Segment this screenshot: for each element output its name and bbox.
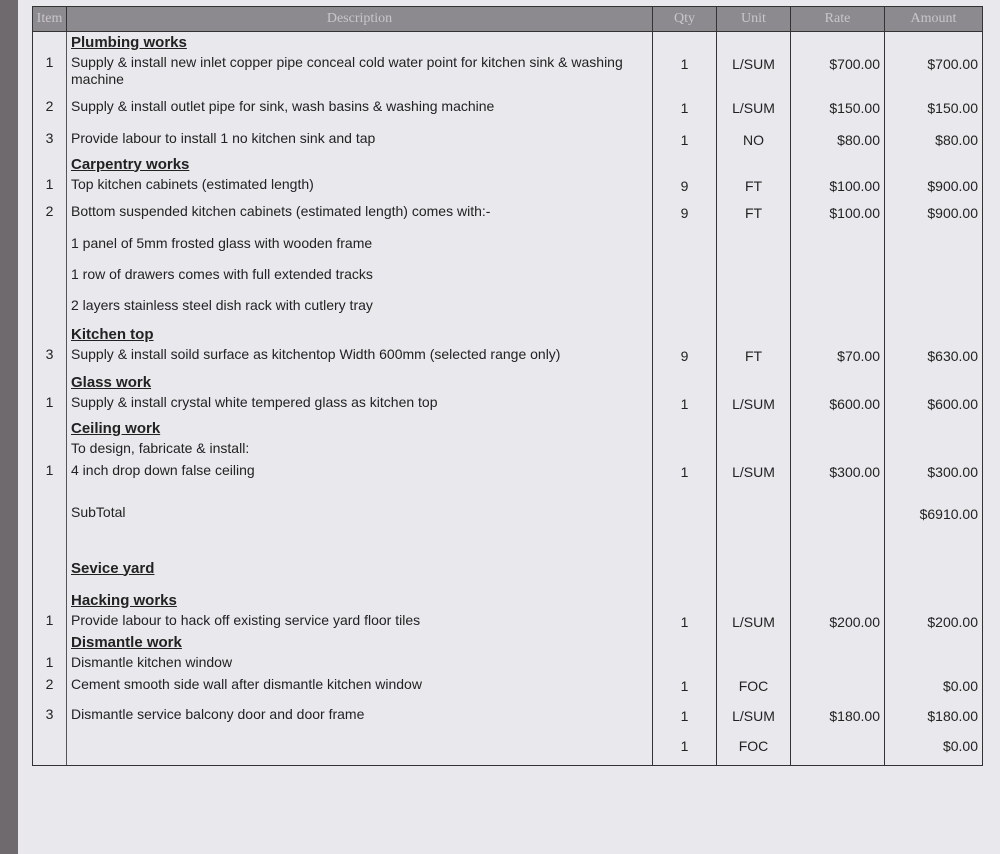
- qty-value-cell: [653, 32, 717, 94]
- item-number-cell: [33, 293, 67, 324]
- quotation-sheet: [18, 0, 1000, 854]
- item-number: 2: [45, 202, 54, 219]
- unit-value: [721, 231, 786, 237]
- description-text: 1 row of drawers comes with full extended tracks: [71, 265, 373, 282]
- qty-value-cell: [653, 262, 717, 293]
- description-cell: [67, 558, 653, 590]
- section-heading: Hacking works: [71, 591, 177, 609]
- table-header-row: [33, 7, 983, 32]
- rate-value-cell: [791, 231, 885, 262]
- section-heading: Dismantle work: [71, 633, 182, 651]
- rate-value: [795, 418, 880, 442]
- item-number: [37, 231, 62, 235]
- item-number-cell: [33, 32, 67, 94]
- amount-value-cell: [885, 418, 983, 458]
- description-text: 4 inch drop down false ceiling: [71, 461, 255, 478]
- unit-value-cell: [717, 732, 791, 766]
- rate-value-cell: [791, 324, 885, 372]
- qty-value: 1: [680, 737, 689, 754]
- amount-value: [889, 231, 978, 237]
- amount-value-cell: [885, 94, 983, 126]
- qty-value: 9: [680, 204, 689, 221]
- qty-value-cell: [653, 372, 717, 418]
- description-text: Supply & install new inlet copper pipe conceal cold water point for kitchen sink & washing machine: [71, 54, 623, 87]
- item-number: 3: [45, 345, 54, 362]
- item-number: 2: [45, 97, 54, 114]
- rate-value: [795, 672, 880, 678]
- table-row: [33, 126, 983, 154]
- qty-value: 1: [680, 131, 689, 148]
- rate-value-cell: [791, 732, 885, 766]
- item-number-cell: [33, 231, 67, 262]
- quotation-table: [32, 6, 983, 766]
- unit-value-cell: [717, 262, 791, 293]
- amount-value-cell: [885, 262, 983, 293]
- amount-value: $0.00: [942, 737, 978, 754]
- rate-value: $700.00: [829, 56, 880, 72]
- qty-value: [657, 293, 712, 299]
- unit-value-cell: [717, 500, 791, 558]
- description-cell: [67, 293, 653, 324]
- qty-value-cell: [653, 154, 717, 199]
- amount-value-cell: [885, 324, 983, 372]
- item-number-cell: [33, 458, 67, 500]
- qty-value-cell: [653, 590, 717, 632]
- item-number-cell: [33, 94, 67, 126]
- description-cell: [67, 632, 653, 672]
- rate-value-cell: [791, 126, 885, 154]
- section-heading: Carpentry works: [71, 155, 190, 173]
- qty-value-cell: [653, 632, 717, 672]
- item-number: 1: [45, 393, 54, 410]
- amount-value-cell: [885, 500, 983, 558]
- rate-value: $300.00: [829, 463, 880, 480]
- item-number-cell: [33, 500, 67, 558]
- rate-value: $180.00: [829, 707, 880, 724]
- rate-value: [795, 293, 880, 299]
- rate-value: [795, 500, 880, 506]
- unit-value: L/SUM: [732, 613, 775, 630]
- section-heading: Kitchen top: [71, 325, 154, 343]
- item-number: [37, 262, 62, 266]
- qty-value: 9: [680, 177, 689, 194]
- item-number: [37, 418, 62, 440]
- description-cell: [67, 458, 653, 500]
- qty-value-cell: [653, 418, 717, 458]
- unit-value-cell: [717, 418, 791, 458]
- rate-value-cell: [791, 702, 885, 732]
- description-cell: [67, 324, 653, 372]
- table-row: [33, 418, 983, 458]
- qty-value-cell: [653, 702, 717, 732]
- rate-value-cell: [791, 154, 885, 199]
- rate-value: $600.00: [829, 395, 880, 412]
- qty-value-cell: [653, 458, 717, 500]
- description-text: [71, 578, 648, 580]
- unit-value: FT: [744, 347, 763, 364]
- qty-value: 1: [680, 463, 689, 480]
- rate-value-cell: [791, 372, 885, 418]
- item-number-cell: [33, 154, 67, 199]
- description-text: [71, 732, 648, 736]
- unit-value: [721, 262, 786, 268]
- qty-value: [657, 231, 712, 237]
- item-number-cell: [33, 372, 67, 418]
- item-number-cell: [33, 262, 67, 293]
- table-row: [33, 324, 983, 372]
- unit-value-cell: [717, 632, 791, 672]
- table-row: [33, 94, 983, 126]
- item-number-cell: [33, 558, 67, 590]
- qty-value-cell: [653, 558, 717, 590]
- rate-value: $200.00: [829, 613, 880, 630]
- qty-value-cell: [653, 293, 717, 324]
- description-text: 1 panel of 5mm frosted glass with wooden frame: [71, 234, 373, 251]
- item-number-cell: [33, 418, 67, 458]
- qty-value: 1: [680, 677, 689, 694]
- description-cell: [67, 231, 653, 262]
- item-number-cell: [33, 324, 67, 372]
- amount-value-cell: [885, 154, 983, 199]
- description-cell: [67, 262, 653, 293]
- description-cell: [67, 590, 653, 632]
- description-text: Supply & install crystal white tempered glass as kitchen top: [71, 393, 438, 410]
- amount-value: $900.00: [927, 177, 978, 194]
- amount-value: [889, 418, 978, 442]
- amount-value: $0.00: [942, 677, 978, 694]
- header-unit: Unit: [717, 7, 791, 32]
- amount-value-cell: [885, 293, 983, 324]
- unit-value-cell: [717, 324, 791, 372]
- amount-value: $180.00: [927, 707, 978, 724]
- amount-value-cell: [885, 199, 983, 231]
- item-number: [37, 732, 62, 736]
- amount-value: $200.00: [927, 613, 978, 630]
- unit-value-cell: [717, 32, 791, 94]
- description-text: To design, fabricate & install:: [71, 439, 250, 456]
- qty-value: [657, 418, 712, 442]
- amount-value: $80.00: [935, 131, 978, 148]
- unit-value-cell: [717, 672, 791, 702]
- unit-value: L/SUM: [732, 99, 775, 116]
- description-text: Supply & install outlet pipe for sink, wash basins & washing machine: [71, 97, 495, 114]
- qty-value: 9: [680, 347, 689, 364]
- description-cell: [67, 199, 653, 231]
- unit-value: [721, 500, 786, 506]
- description-cell: [67, 672, 653, 702]
- amount-value: $600.00: [927, 395, 978, 412]
- item-number-cell: [33, 702, 67, 732]
- qty-value-cell: [653, 126, 717, 154]
- table-row: [33, 632, 983, 672]
- qty-value-cell: [653, 732, 717, 766]
- rate-value-cell: [791, 293, 885, 324]
- amount-value-cell: [885, 126, 983, 154]
- item-number: 1: [45, 175, 54, 192]
- description-text: Cement smooth side wall after dismantle kitchen window: [71, 675, 422, 692]
- description-cell: [67, 372, 653, 418]
- amount-value: $900.00: [927, 204, 978, 221]
- item-number: 1: [45, 54, 54, 70]
- item-number: 3: [45, 129, 54, 146]
- table-row: [33, 672, 983, 702]
- amount-value: $150.00: [927, 99, 978, 116]
- unit-value: [721, 632, 786, 656]
- section-heading: Plumbing works: [71, 34, 187, 51]
- item-number: 1: [45, 461, 54, 478]
- item-number: 3: [45, 705, 54, 722]
- description-cell: [67, 32, 653, 94]
- amount-value-cell: [885, 231, 983, 262]
- unit-value-cell: [717, 558, 791, 590]
- amount-value: [889, 262, 978, 268]
- item-number-cell: [33, 632, 67, 672]
- qty-value: [657, 632, 712, 656]
- rate-value: [795, 262, 880, 268]
- header-qty: Qty: [653, 7, 717, 32]
- unit-value: FOC: [738, 677, 769, 694]
- header-rate: Rate: [791, 7, 885, 32]
- unit-value-cell: [717, 590, 791, 632]
- unit-value-cell: [717, 154, 791, 199]
- item-number: 2: [45, 675, 54, 692]
- header-item: Item: [33, 7, 67, 32]
- qty-value: [657, 262, 712, 268]
- description-text: SubTotal: [71, 503, 126, 520]
- unit-value: L/SUM: [732, 707, 775, 724]
- rate-value-cell: [791, 94, 885, 126]
- item-number-cell: [33, 732, 67, 766]
- table-row: [33, 458, 983, 500]
- description-text: Supply & install soild surface as kitchentop Width 600mm (selected range only): [71, 345, 561, 362]
- description-text: Bottom suspended kitchen cabinets (estimated length) comes with:-: [71, 202, 491, 219]
- table-row: [33, 32, 983, 94]
- table-row: [33, 590, 983, 632]
- amount-value: $300.00: [927, 463, 978, 480]
- amount-value: [889, 293, 978, 299]
- qty-value-cell: [653, 500, 717, 558]
- description-cell: [67, 154, 653, 199]
- unit-value-cell: [717, 293, 791, 324]
- table-row: [33, 293, 983, 324]
- table-row: [33, 500, 983, 558]
- item-number-cell: [33, 199, 67, 231]
- rate-value-cell: [791, 558, 885, 590]
- qty-value-cell: [653, 324, 717, 372]
- amount-value-cell: [885, 458, 983, 500]
- qty-value: 1: [680, 613, 689, 630]
- item-number: [37, 293, 62, 297]
- rate-value: $80.00: [837, 131, 880, 148]
- amount-value: [889, 632, 978, 656]
- rate-value-cell: [791, 262, 885, 293]
- amount-value-cell: [885, 632, 983, 672]
- qty-value-cell: [653, 94, 717, 126]
- unit-value: L/SUM: [732, 56, 775, 72]
- unit-value: L/SUM: [732, 463, 775, 480]
- unit-value: FT: [744, 177, 763, 194]
- table-row: [33, 262, 983, 293]
- item-number-cell: [33, 672, 67, 702]
- unit-value-cell: [717, 702, 791, 732]
- qty-value-cell: [653, 231, 717, 262]
- amount-value-cell: [885, 558, 983, 590]
- unit-value: [721, 558, 786, 582]
- description-cell: [67, 702, 653, 732]
- qty-value-cell: [653, 672, 717, 702]
- unit-value: NO: [743, 131, 764, 148]
- unit-value-cell: [717, 231, 791, 262]
- rate-value: [795, 732, 880, 738]
- amount-value: $700.00: [927, 56, 978, 72]
- header-amount: Amount: [885, 7, 983, 32]
- item-number: [37, 500, 62, 504]
- amount-value-cell: [885, 372, 983, 418]
- table-row: [33, 702, 983, 732]
- amount-value: $6910.00: [919, 505, 978, 522]
- item-number: 1: [45, 611, 54, 628]
- unit-value-cell: [717, 372, 791, 418]
- amount-value-cell: [885, 702, 983, 732]
- rate-value-cell: [791, 32, 885, 94]
- table-row: [33, 732, 983, 766]
- qty-value: 1: [680, 56, 689, 72]
- description-text: Provide labour to install 1 no kitchen sink and tap: [71, 129, 376, 146]
- qty-value-cell: [653, 199, 717, 231]
- qty-value: 1: [680, 395, 689, 412]
- rate-value-cell: [791, 632, 885, 672]
- table-row: [33, 231, 983, 262]
- item-number: [37, 558, 62, 580]
- unit-value-cell: [717, 126, 791, 154]
- rate-value: $150.00: [829, 99, 880, 116]
- section-heading: Ceiling work: [71, 419, 161, 437]
- qty-value: [657, 558, 712, 582]
- rate-value-cell: [791, 199, 885, 231]
- unit-value: FT: [744, 204, 763, 221]
- description-cell: [67, 418, 653, 458]
- qty-value: 1: [680, 99, 689, 116]
- description-cell: [67, 126, 653, 154]
- unit-value: L/SUM: [732, 395, 775, 412]
- description-cell: [67, 500, 653, 558]
- description-cell: [67, 732, 653, 766]
- rate-value: [795, 231, 880, 237]
- section-heading: Sevice yard: [71, 559, 155, 577]
- unit-value: [721, 418, 786, 442]
- table-row: [33, 199, 983, 231]
- table-row: [33, 558, 983, 590]
- header-description: Description: [67, 7, 653, 32]
- table-row: [33, 372, 983, 418]
- unit-value: FOC: [738, 737, 769, 754]
- table-row: [33, 154, 983, 199]
- description-text: Dismantle kitchen window: [71, 653, 233, 670]
- rate-value: [795, 558, 880, 582]
- unit-value-cell: [717, 199, 791, 231]
- rate-value-cell: [791, 672, 885, 702]
- rate-value: $100.00: [829, 177, 880, 194]
- qty-value: 1: [680, 707, 689, 724]
- rate-value: $70.00: [837, 347, 880, 364]
- unit-value: [721, 293, 786, 299]
- rate-value-cell: [791, 500, 885, 558]
- amount-value-cell: [885, 590, 983, 632]
- qty-value: [657, 500, 712, 506]
- unit-value-cell: [717, 458, 791, 500]
- rate-value: $100.00: [829, 204, 880, 221]
- section-heading: Glass work: [71, 373, 152, 391]
- rate-value: [795, 632, 880, 656]
- unit-value-cell: [717, 94, 791, 126]
- amount-value: $630.00: [927, 347, 978, 364]
- amount-value: [889, 558, 978, 582]
- amount-value-cell: [885, 732, 983, 766]
- item-number: 1: [45, 653, 54, 670]
- amount-value-cell: [885, 672, 983, 702]
- rate-value-cell: [791, 418, 885, 458]
- description-text: Dismantle service balcony door and door frame: [71, 705, 365, 722]
- rate-value-cell: [791, 590, 885, 632]
- description-cell: [67, 94, 653, 126]
- description-text: 2 layers stainless steel dish rack with cutlery tray: [71, 296, 373, 313]
- description-text: Top kitchen cabinets (estimated length): [71, 175, 314, 192]
- rate-value-cell: [791, 458, 885, 500]
- amount-value-cell: [885, 32, 983, 94]
- item-number-cell: [33, 126, 67, 154]
- description-text: Provide labour to hack off existing service yard floor tiles: [71, 611, 421, 628]
- item-number-cell: [33, 590, 67, 632]
